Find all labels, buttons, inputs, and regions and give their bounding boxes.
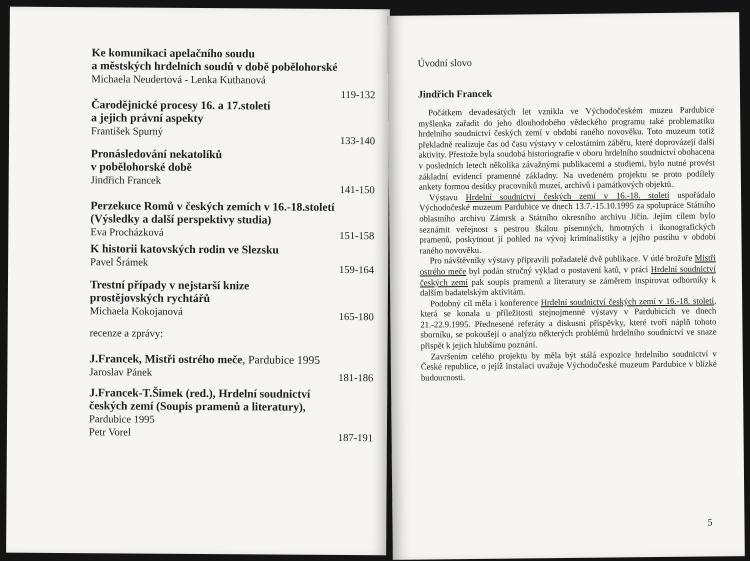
paragraph: Završením celého projektu by měla být stálá expozice hrdelního soudnictví v České republice, o jejíž instalaci uvažuje Východočeské muzeum Pardubice v blízké budoucnosti.: [420, 348, 717, 383]
paragraph: [420, 253, 716, 298]
review-place: Pardubice 1995: [88, 414, 155, 426]
toc-entry-author: Eva Procházková: [90, 227, 164, 239]
toc-entry-title: Pronásledování nekatolíků: [90, 148, 223, 162]
toc-entry-title: a městských hrdelních soudů v době pobělohorské: [91, 60, 338, 74]
toc-entry: [90, 243, 380, 271]
toc-entry-title: Trestní případy v nejstarší knize: [89, 279, 250, 293]
toc-entry-pages: 133-140: [339, 135, 376, 148]
toc-entry-pages: 159-164: [339, 264, 375, 277]
toc-entry-title: v pobělohorské době: [90, 161, 192, 174]
toc-entry-author: Pavel Šrámek: [90, 257, 149, 269]
review-place: , Pardubice 1995: [242, 354, 321, 367]
paragraph-text: Pro návštěvníky výstavy připravili pořadatelé dvě publikace. V útlé brožuře: [429, 252, 695, 266]
paragraph: [419, 189, 716, 256]
toc-entry-author: Michaela Neudertová - Lenka Kuthanová: [91, 74, 266, 87]
review-title: českých zemí (Soupis pramenů a literatury),: [89, 400, 306, 414]
section-author: Jindřich Francek: [417, 88, 493, 101]
review-title: J.Francek-T.Šimek (red.), Hrdelní soudnictví: [89, 387, 311, 401]
paragraph-text: , která se konala u příležitosti stejnojmenné výstavy v Pardubicích ve dnech 21.-22.9.1995. Přednesené referáty a diskusní příspěvky, které tvoří náplň tohoto sborníku, se pokoušejí o analýzu některých problémů hrdelního soudnictví ve snaze přispět k jejich hlubšímu poznání.: [420, 295, 717, 351]
toc-entry-author: Jindřich Francek: [90, 175, 162, 187]
publication-title: Hrdelní soudnictví českých zemí: [419, 263, 716, 288]
toc-entry-title: Čarodějnické procesy 16. a 17.století: [91, 99, 271, 113]
paragraph-text: Výstavu: [429, 191, 466, 203]
paragraph-text: uspořádalo Východočeské muzeum Pardubice ve dnech 13.7.-15.10.1995 za spolupráce Státního oblastního archivu Zámrsk a Státního okresního archivu Jičín. Jejím cílem bylo seznámit veřejnost s pestrou škálou písemných, hmotných i ikonografických pramenů, poskytnout jí pohled na vývoj kriminalistiky a jejího postihu v období raného novověku.: [419, 189, 716, 256]
toc-entry-pages: 141-150: [339, 184, 375, 197]
review-pages: 187-191: [337, 432, 373, 445]
toc-entry: [90, 200, 380, 241]
paragraph: Počátkem devadesátých let vznikla ve Východočeském muzeu Pardubice myšlenka zařadit do jeho dlouhodobého vědeckého programu také problematiku hrdelního soudnictví českých zemí v období raného novověku. Toto muzeum totiž překladně realizuje čas od času výstavy v celostátním záběru, které doprovázejí další aktivity. Přestože byla soudobá historiografie v oboru hrdelního soudnictví obohacena v posledních letech několika závažnými publikacemi a studiemi, bylo nutné provést základní evidenci pramenné základny. Na uvedeném projektu se proto podílely ankety formou desítky pracovníků muzeí, archivů i památkových objektů.: [418, 104, 715, 192]
toc-entry-pages: 165-180: [338, 311, 374, 324]
toc-entry-title: Ke komunikaci apelačního soudu: [91, 47, 255, 61]
toc-entry: [90, 279, 380, 320]
toc-entry-title: Perzekuce Romů v českých zemích v 16.-18.století: [90, 200, 335, 214]
section-heading: Úvodní slovo: [417, 57, 472, 70]
toc-entry-author: Michaela Kokojanová: [89, 306, 183, 318]
page-number: 5: [707, 517, 713, 529]
review-pages: 181-186: [338, 372, 374, 385]
reviews-label: recenze a zprávy:: [89, 328, 164, 340]
toc-entry-title: a jejich právní aspekty: [91, 112, 204, 126]
toc-entry: [91, 148, 381, 189]
intro-text: [418, 104, 717, 383]
publication-title: Mistři ostrého meče: [419, 252, 716, 277]
paragraph-text: Podobný cíl měla i konference: [430, 296, 541, 309]
left-page: [6, 7, 390, 556]
toc-entry-title: prostějovských rychtářů: [89, 292, 211, 306]
review-author: Petr Vorel: [88, 427, 131, 439]
paragraph-text: pak soupis pramenů a literatury se záměrem inspirovat odborníky k dalším badatelským aktivitám.: [420, 273, 716, 298]
toc-entry-title: (Výsledky a další perspektivy studia): [90, 213, 272, 227]
toc-entry-title: K historii katovských rodin ve Slezsku: [90, 243, 279, 257]
right-page: [387, 12, 745, 560]
review-title: J.Francek, Mistři ostrého meče: [89, 353, 243, 367]
review-entry: [89, 387, 379, 441]
toc-entry: [91, 47, 381, 88]
review-author: Jaroslav Pánek: [89, 367, 153, 379]
toc-entry-author: František Spurný: [91, 126, 164, 138]
paragraph-text: byl podán stručný výklad o postavení katů, v práci: [466, 264, 651, 276]
toc-entry: [91, 99, 381, 140]
conference-title: Hrdelní soudnictví českých zemí v 16.-18. století: [540, 295, 715, 307]
toc-entry-pages: 151-158: [339, 230, 375, 243]
review-entry: [89, 353, 379, 381]
paragraph: [420, 295, 717, 351]
toc-entry-pages: 119-132: [340, 89, 376, 102]
exhibition-title: Hrdelní soudnictví českých zemí v 16.-18. století: [465, 189, 670, 202]
